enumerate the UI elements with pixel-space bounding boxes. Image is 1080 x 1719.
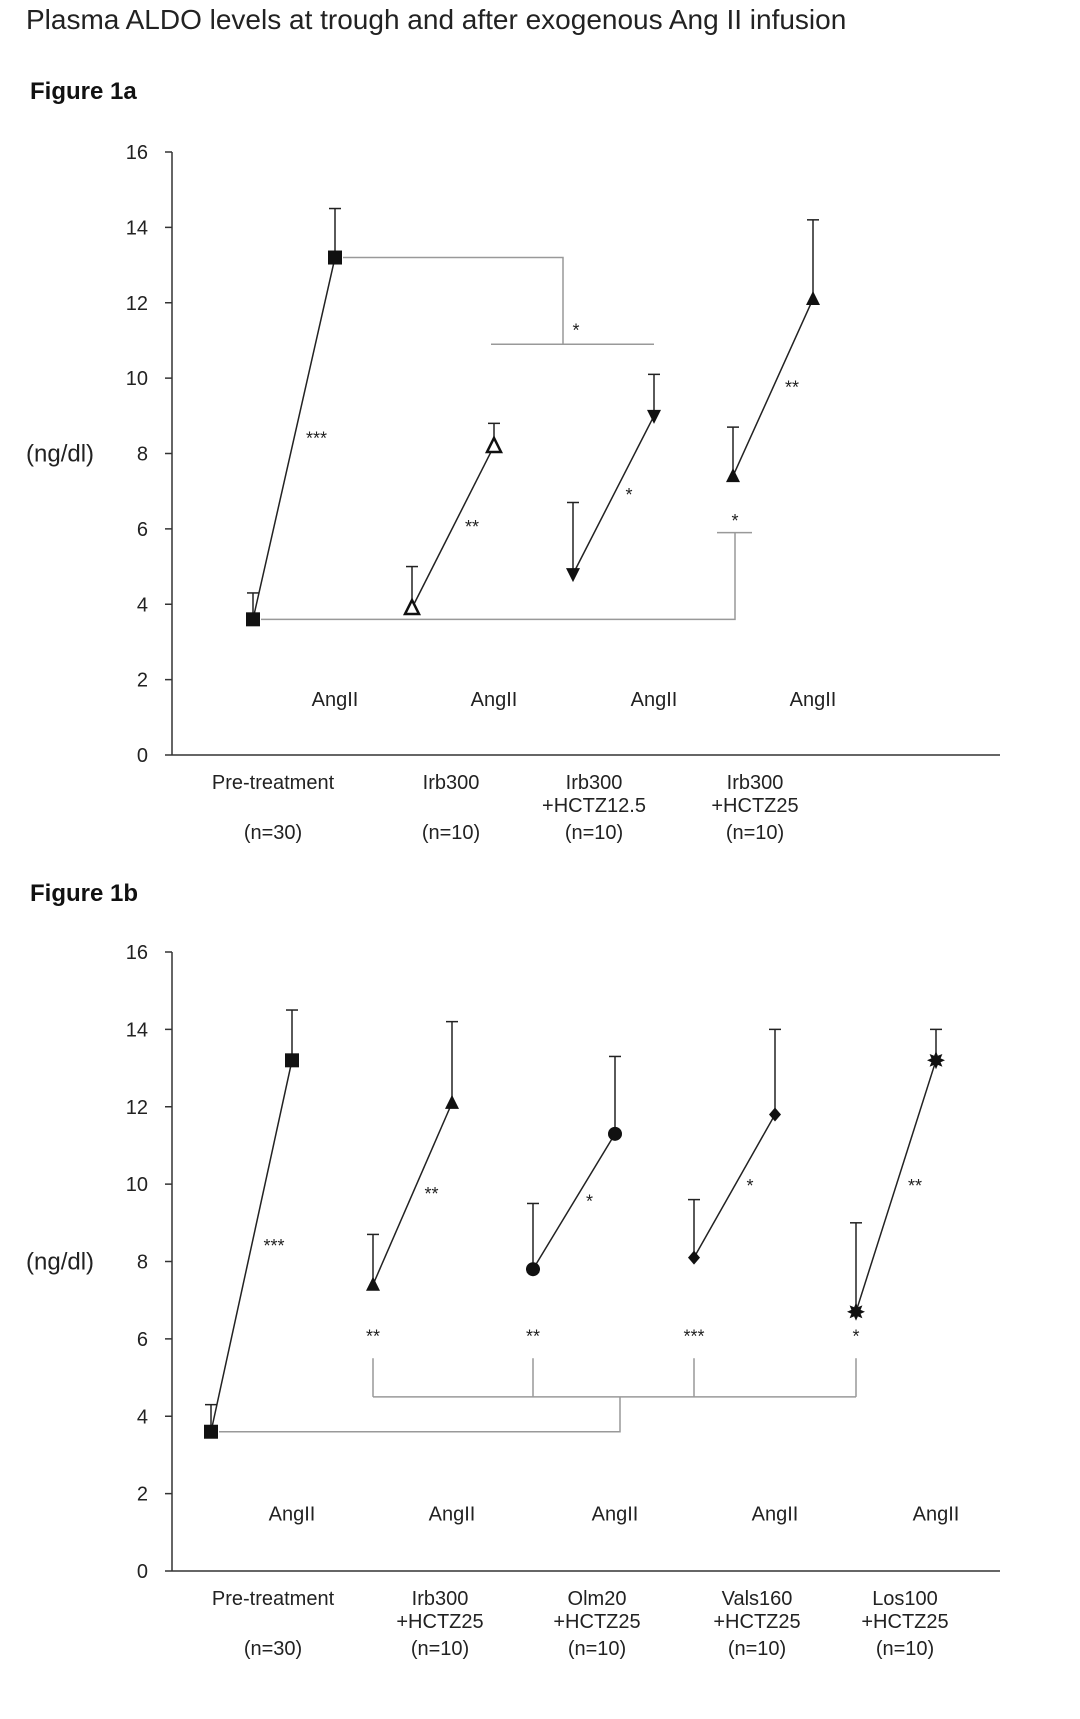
series-line: [733, 299, 813, 476]
y-axis-label: (ng/dl): [26, 1248, 95, 1276]
angii-label: AngII: [912, 1503, 960, 1526]
angii-label: AngII: [751, 1503, 799, 1526]
category-label: Irb300: [411, 1588, 469, 1610]
trough-point: [726, 468, 740, 482]
trough-point: [405, 600, 419, 614]
comparison-label: *: [731, 510, 739, 531]
category-label: +HCTZ25: [713, 1611, 801, 1633]
significance-label: ***: [306, 428, 328, 449]
figure-1b-label: Figure 1b: [30, 880, 139, 907]
angii-point: [445, 1095, 459, 1109]
y-tick-label: 8: [136, 443, 148, 466]
y-tick-label: 4: [136, 1406, 148, 1429]
angii-label: AngII: [630, 689, 678, 712]
category-label: +HCTZ25: [861, 1611, 949, 1633]
y-tick-label: 6: [136, 518, 148, 541]
angii-point: [285, 1053, 299, 1067]
angii-point: [769, 1107, 781, 1121]
significance-label: **: [465, 516, 480, 537]
trough-point: [688, 1251, 700, 1265]
angii-point: [608, 1127, 622, 1141]
comparison-label: **: [525, 1326, 541, 1347]
category-label: Los100: [872, 1588, 938, 1610]
category-label: +HCTZ25: [711, 795, 799, 817]
series-line: [533, 1134, 615, 1269]
category-label: Vals160: [721, 1588, 793, 1610]
comparison-bracket: [343, 258, 563, 345]
comparison-bracket: [219, 1397, 620, 1432]
sample-size-label: (n=10): [727, 1638, 787, 1660]
y-tick-label: 10: [125, 1174, 148, 1197]
y-tick-label: 10: [125, 368, 148, 391]
y-tick-label: 8: [136, 1251, 148, 1274]
y-tick-label: 14: [125, 1019, 148, 1042]
sample-size-label: (n=10): [410, 1638, 470, 1660]
series-line: [373, 1103, 452, 1285]
series-line: [694, 1114, 775, 1257]
category-label: Irb300: [565, 772, 623, 794]
y-tick-label: 16: [125, 142, 148, 164]
sample-size-label: (n=30): [243, 1638, 303, 1660]
comparison-label: ***: [683, 1326, 705, 1347]
angii-point: [927, 1051, 945, 1069]
significance-label: *: [625, 484, 633, 505]
angii-label: AngII: [470, 689, 518, 712]
category-label: Olm20: [567, 1588, 627, 1610]
significance-label: **: [424, 1183, 439, 1204]
trough-point: [246, 612, 260, 626]
figure-1a-label: Figure 1a: [30, 78, 137, 105]
comparison-label: *: [572, 320, 580, 341]
category-label: Irb300: [422, 772, 480, 794]
significance-label: *: [586, 1191, 594, 1212]
angii-point: [806, 291, 820, 305]
trough-point: [566, 568, 580, 582]
figure-1a-chart: [0, 125, 1080, 845]
comparison-bracket: [261, 533, 735, 620]
series-line: [573, 416, 654, 574]
series-line: [856, 1060, 936, 1311]
y-tick-label: 0: [136, 1561, 148, 1583]
angii-point: [328, 251, 342, 265]
angii-point: [487, 438, 501, 452]
sample-size-label: (n=10): [421, 822, 481, 844]
trough-point: [526, 1262, 540, 1276]
comparison-label: **: [365, 1326, 381, 1347]
trough-point: [366, 1277, 380, 1291]
y-tick-label: 12: [125, 1096, 148, 1119]
y-axis-label: (ng/dl): [26, 440, 95, 468]
y-tick-label: 2: [136, 1483, 148, 1506]
trough-point: [204, 1425, 218, 1439]
y-tick-label: 14: [125, 217, 148, 240]
category-label: +HCTZ12.5: [542, 795, 646, 817]
angii-label: AngII: [428, 1503, 476, 1526]
angii-label: AngII: [268, 1503, 316, 1526]
y-tick-label: 2: [136, 669, 148, 692]
y-tick-label: 0: [136, 745, 148, 767]
y-tick-label: 12: [125, 292, 148, 315]
sample-size-label: (n=30): [243, 822, 303, 844]
sample-size-label: (n=10): [725, 822, 785, 844]
significance-label: **: [908, 1176, 923, 1197]
series-line: [412, 446, 494, 608]
sample-size-label: (n=10): [564, 822, 624, 844]
page-title: Plasma ALDO levels at trough and after exogenous Ang II infusion: [26, 4, 847, 35]
angii-point: [647, 410, 661, 424]
category-label: +HCTZ25: [553, 1611, 641, 1633]
significance-label: *: [746, 1176, 754, 1197]
angii-label: AngII: [591, 1503, 639, 1526]
angii-label: AngII: [311, 689, 359, 712]
category-label: Irb300: [726, 772, 784, 794]
category-label: +HCTZ25: [396, 1611, 484, 1633]
sample-size-label: (n=10): [875, 1638, 935, 1660]
significance-label: ***: [263, 1236, 285, 1257]
significance-label: **: [785, 377, 800, 398]
y-tick-label: 16: [125, 942, 148, 964]
angii-label: AngII: [789, 689, 837, 712]
category-label: Pre-treatment: [211, 772, 335, 794]
trough-point: [847, 1303, 865, 1321]
sample-size-label: (n=10): [567, 1638, 627, 1660]
y-tick-label: 6: [136, 1328, 148, 1351]
figure-1b-chart: [0, 925, 1080, 1685]
y-tick-label: 4: [136, 594, 148, 617]
category-label: Pre-treatment: [211, 1588, 335, 1610]
comparison-label: *: [852, 1326, 860, 1347]
